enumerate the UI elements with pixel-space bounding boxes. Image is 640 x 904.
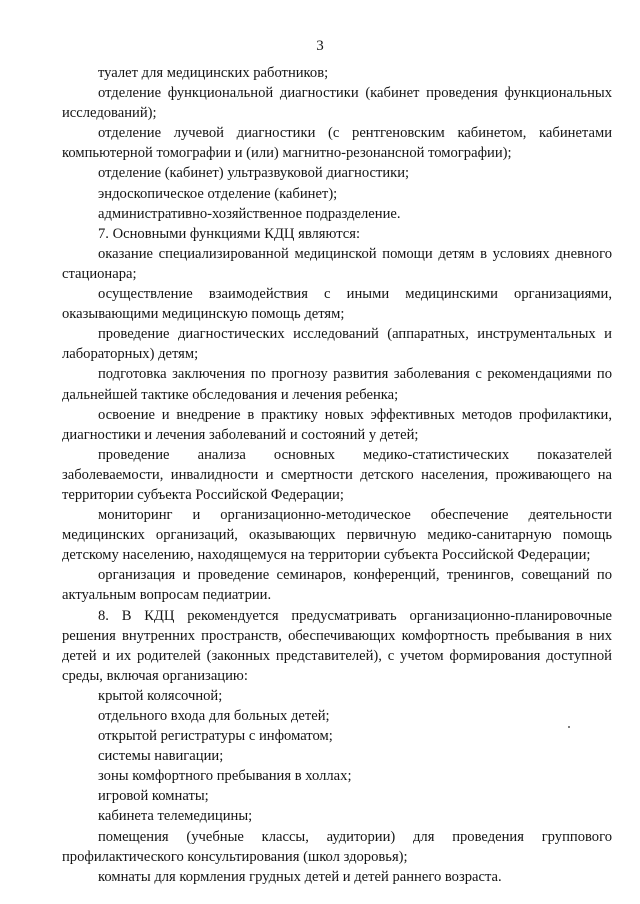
paragraph: организация и проведение семинаров, конференций, тренингов, совещаний по актуальным вопросам педиатрии.: [62, 567, 612, 604]
list-item: зоны комфортного пребывания в холлах;: [98, 768, 352, 785]
list-item: помещения (учебные классы, аудитории) для проведения группового профилактического консультирования (школ здоровья);: [62, 828, 612, 865]
paragraph: освоение и внедрение в практику новых эффективных методов профилактики, диагностики и лечения заболеваний и состояний у детей;: [62, 406, 612, 443]
paragraph: отделение функциональной диагностики (кабинет проведения функциональных исследований);: [62, 85, 612, 122]
paragraph: отделение лучевой диагностики (с рентгеновским кабинетом, кабинетами компьютерной томографии и (или) магнитно-резонансной томографии);: [62, 125, 612, 162]
paragraph: мониторинг и организационно-методическое обеспечение деятельности медицинских организаций, оказывающих первичную медико-санитарную помощь детскому населению, находящемуся на территории субъекта Российской Федерации;: [62, 507, 612, 564]
paragraph: оказание специализированной медицинской помощи детям в условиях дневного стационара;: [62, 245, 612, 282]
paragraph: осуществление взаимодействия с иными медицинскими организациями, оказывающими медицинскую помощь детям;: [62, 286, 612, 323]
paragraph: отделение (кабинет) ультразвуковой диагностики;: [98, 165, 410, 182]
list-item: крытой колясочной;: [98, 687, 223, 704]
section-paragraph: 8. В КДЦ рекомендуется предусматривать организационно-планировочные решения внутренних пространств, обеспечивающих комфортность пребывания в них детей и их родителей (законных представителей), с учетом формирования доступной среды, включая организацию:: [62, 607, 612, 684]
paragraph: эндоскопическое отделение (кабинет);: [98, 185, 338, 202]
document-body: [62, 63, 612, 887]
paragraph: проведение анализа основных медико-статистических показателей заболеваемости, инвалидности и смертности детского населения, проживающего на территории субъекта Российской Федерации;: [62, 446, 612, 503]
list-item: игровой комнаты;: [98, 788, 209, 805]
paragraph: подготовка заключения по прогнозу развития заболевания с рекомендациями по дальнейшей тактике обследования и лечения ребенка;: [62, 366, 612, 403]
list-item: кабинета телемедицины;: [98, 808, 253, 825]
paragraph: административно-хозяйственное подразделение.: [98, 205, 401, 222]
paragraph: проведение диагностических исследований (аппаратных, инструментальных и лабораторных) детям;: [62, 326, 612, 363]
scan-speck: [568, 726, 570, 728]
list-item: системы навигации;: [98, 748, 224, 765]
page-number: 3: [316, 38, 324, 54]
list-item: отдельного входа для больных детей;: [98, 708, 330, 724]
section-heading: 7. Основными функциями КДЦ являются:: [98, 225, 361, 242]
paragraph: туалет для медицинских работников;: [98, 65, 329, 81]
list-item: открытой регистратуры с инфоматом;: [98, 728, 333, 745]
list-item: комнаты для кормления грудных детей и детей раннего возраста.: [98, 868, 502, 885]
